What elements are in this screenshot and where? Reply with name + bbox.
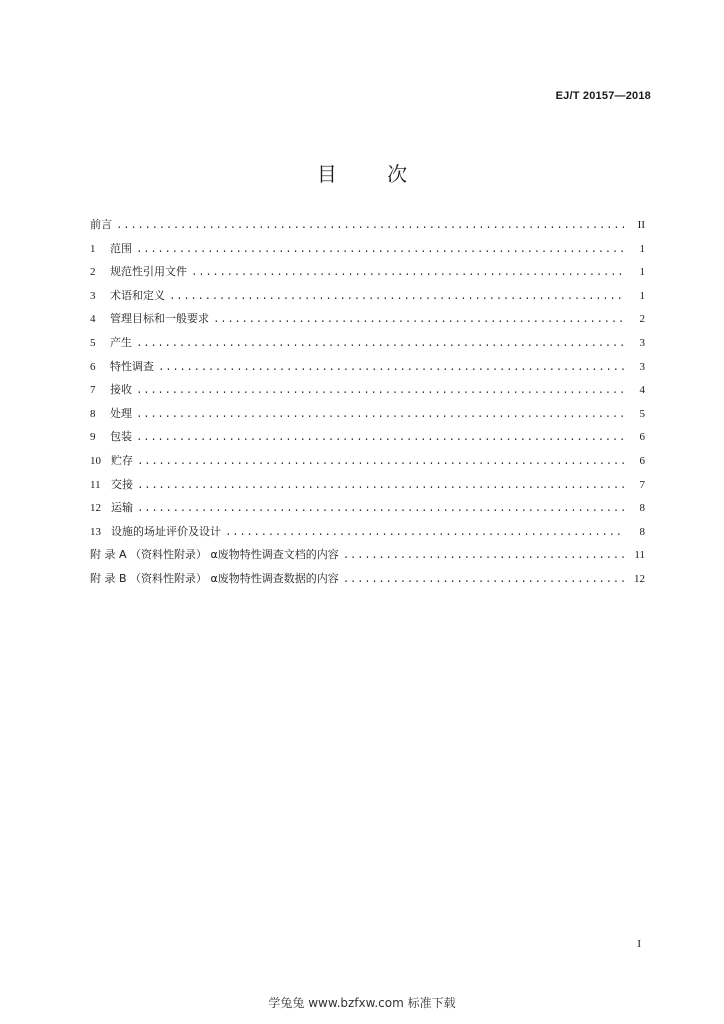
toc-entry-page: 6 bbox=[639, 454, 645, 467]
table-of-contents bbox=[90, 218, 645, 596]
toc-entry-label: 贮存 bbox=[111, 453, 133, 467]
toc-dot-leader bbox=[343, 573, 625, 587]
toc-dot-leader bbox=[136, 337, 625, 351]
toc-entry[interactable] bbox=[90, 312, 645, 336]
toc-entry-number: 1 bbox=[90, 242, 96, 255]
toc-entry-label: 运输 bbox=[111, 501, 133, 515]
toc-entry[interactable] bbox=[90, 383, 645, 407]
toc-entry[interactable] bbox=[90, 454, 645, 478]
toc-entry-page: 3 bbox=[639, 360, 645, 373]
toc-entry-number: 11 bbox=[90, 478, 101, 491]
toc-entry[interactable] bbox=[90, 501, 645, 525]
toc-entry-label: 管理目标和一般要求 bbox=[110, 312, 209, 326]
toc-entry-label: 包装 bbox=[110, 430, 132, 444]
toc-entry-page: 1 bbox=[639, 266, 645, 279]
toc-dot-leader bbox=[343, 549, 625, 563]
toc-entry[interactable] bbox=[90, 242, 645, 266]
toc-entry-number: 9 bbox=[90, 431, 96, 444]
page-number: I bbox=[637, 938, 641, 950]
toc-entry-number: 5 bbox=[90, 336, 96, 349]
toc-dot-leader bbox=[213, 313, 625, 327]
toc-entry-number: 10 bbox=[90, 454, 101, 467]
toc-dot-leader bbox=[136, 408, 625, 422]
toc-entry[interactable] bbox=[90, 430, 645, 454]
toc-entry[interactable] bbox=[90, 289, 645, 313]
toc-entry-label: 特性调查 bbox=[110, 359, 154, 373]
toc-entry-number: 4 bbox=[90, 313, 96, 326]
toc-entry-page: 4 bbox=[639, 384, 645, 397]
toc-dot-leader bbox=[116, 219, 625, 233]
toc-entry-number: 8 bbox=[90, 407, 96, 420]
document-code: EJ/T 20157—2018 bbox=[555, 90, 651, 102]
toc-entry-page: 8 bbox=[639, 502, 645, 515]
toc-entry-label: 范围 bbox=[110, 241, 132, 255]
toc-dot-leader bbox=[191, 266, 625, 280]
toc-dot-leader bbox=[137, 502, 625, 516]
toc-entry-number: 2 bbox=[90, 266, 96, 279]
toc-entry-number: 3 bbox=[90, 289, 96, 302]
toc-entry-page: 3 bbox=[639, 336, 645, 349]
toc-entry-label: 规范性引用文件 bbox=[110, 265, 187, 279]
toc-entry[interactable] bbox=[90, 572, 645, 596]
toc-dot-leader bbox=[137, 455, 625, 469]
toc-dot-leader bbox=[158, 361, 625, 375]
toc-entry-page: 8 bbox=[639, 525, 645, 538]
toc-entry-page: II bbox=[637, 219, 645, 231]
toc-entry-label: 附 录 B （资料性附录） α废物特性调查数据的内容 bbox=[90, 571, 339, 585]
toc-entry-label: 前言 bbox=[90, 218, 112, 231]
toc-entry-label: 产生 bbox=[110, 335, 132, 349]
toc-entry-label: 处理 bbox=[110, 406, 132, 420]
toc-entry[interactable] bbox=[90, 478, 645, 502]
toc-entry-page: 7 bbox=[639, 478, 645, 491]
toc-dot-leader bbox=[136, 243, 625, 257]
toc-entry-label: 交接 bbox=[111, 477, 133, 491]
toc-dot-leader bbox=[225, 526, 625, 540]
toc-entry-number: 13 bbox=[90, 525, 101, 538]
toc-entry[interactable] bbox=[90, 336, 645, 360]
page-title: 目 次 bbox=[316, 162, 430, 186]
toc-entry-label: 术语和定义 bbox=[110, 288, 165, 302]
toc-entry[interactable] bbox=[90, 265, 645, 289]
toc-entry-page: 1 bbox=[639, 242, 645, 255]
toc-entry[interactable] bbox=[90, 525, 645, 549]
toc-entry-number: 6 bbox=[90, 360, 96, 373]
toc-entry-page: 11 bbox=[634, 549, 645, 562]
toc-entry[interactable] bbox=[90, 218, 645, 242]
toc-dot-leader bbox=[136, 384, 625, 398]
toc-entry[interactable] bbox=[90, 360, 645, 384]
toc-entry-page: 5 bbox=[639, 407, 645, 420]
toc-entry[interactable] bbox=[90, 407, 645, 431]
toc-entry-number: 12 bbox=[90, 502, 101, 515]
toc-entry-page: 6 bbox=[639, 431, 645, 444]
toc-entry-label: 附 录 A （资料性附录） α废物特性调查文档的内容 bbox=[90, 548, 339, 562]
toc-entry[interactable] bbox=[90, 548, 645, 572]
toc-dot-leader bbox=[169, 290, 625, 304]
toc-entry-label: 接收 bbox=[110, 383, 132, 397]
toc-entry-number: 7 bbox=[90, 384, 96, 397]
footer-watermark-text: 学兔兔 www.bzfxw.com 标准下载 bbox=[268, 996, 456, 1010]
toc-entry-page: 2 bbox=[639, 313, 645, 326]
toc-entry-page: 1 bbox=[639, 289, 645, 302]
toc-entry-label: 设施的场址评价及设计 bbox=[111, 524, 221, 538]
toc-entry-page: 12 bbox=[634, 572, 645, 585]
toc-dot-leader bbox=[137, 479, 625, 493]
toc-dot-leader bbox=[136, 431, 625, 445]
